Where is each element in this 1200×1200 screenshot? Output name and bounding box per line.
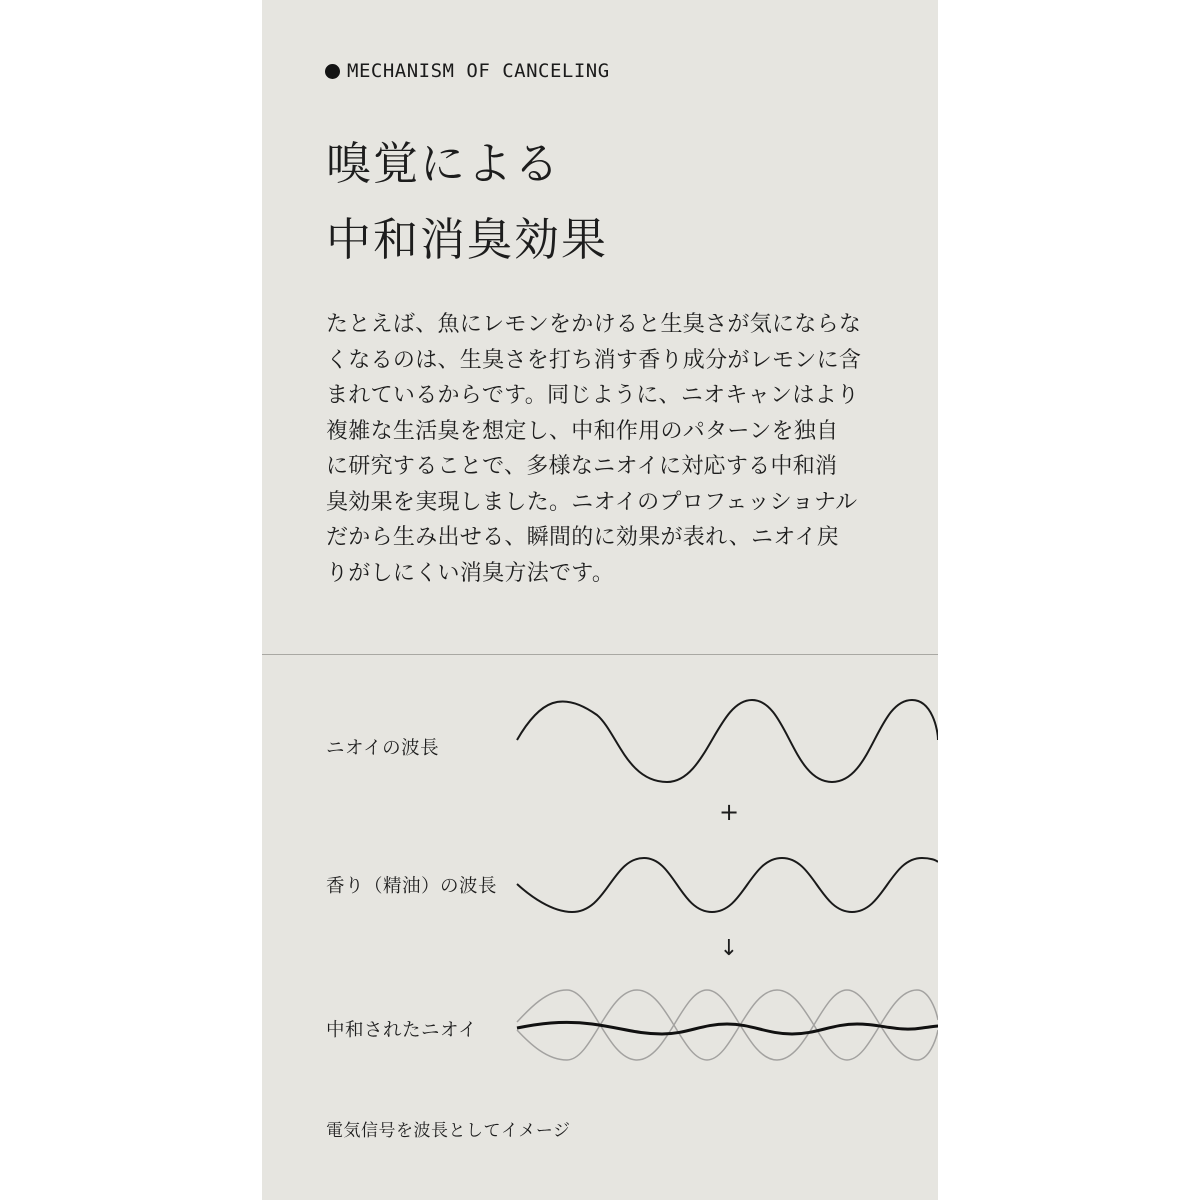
- description-line: りがしにくい消臭方法です。: [326, 560, 615, 586]
- odor-wave-label: ニオイの波長: [326, 738, 440, 759]
- description-line: くなるのは、生臭さを打ち消す香り成分がレモンに含: [326, 347, 862, 373]
- description-line: まれているからです。同じように、ニオキャンはより: [326, 383, 860, 408]
- fragrance-wave-label: 香り（精油）の波長: [326, 876, 498, 897]
- content-panel: [262, 0, 938, 1200]
- eyebrow-label: MECHANISM OF CANCELING: [347, 60, 610, 82]
- arrow-down-icon: ↓: [719, 936, 739, 961]
- odor-wave: [517, 700, 938, 782]
- plus-icon: +: [718, 798, 740, 826]
- title-line-1: 嗅覚による: [326, 137, 562, 190]
- diagram-caption: 電気信号を波長としてイメージ: [326, 1121, 571, 1141]
- description-line: 複雑な生活臭を想定し、中和作用のパターンを独自: [326, 418, 839, 444]
- description-line: に研究することで、多様なニオイに対応する中和消: [326, 454, 838, 479]
- description-line: だから生み出せる、瞬間的に効果が表れ、ニオイ戻: [326, 525, 840, 550]
- fragrance-wave: [517, 858, 938, 912]
- neutralized-wave-label: 中和されたニオイ: [326, 1020, 478, 1041]
- title-line-2: 中和消臭効果: [326, 213, 609, 266]
- description-line: 臭効果を実現しました。ニオイのプロフェッショナル: [326, 489, 858, 515]
- wave-diagram: [262, 0, 938, 1200]
- description-line: たとえば、魚にレモンをかけると生臭さが気にならな: [326, 312, 862, 337]
